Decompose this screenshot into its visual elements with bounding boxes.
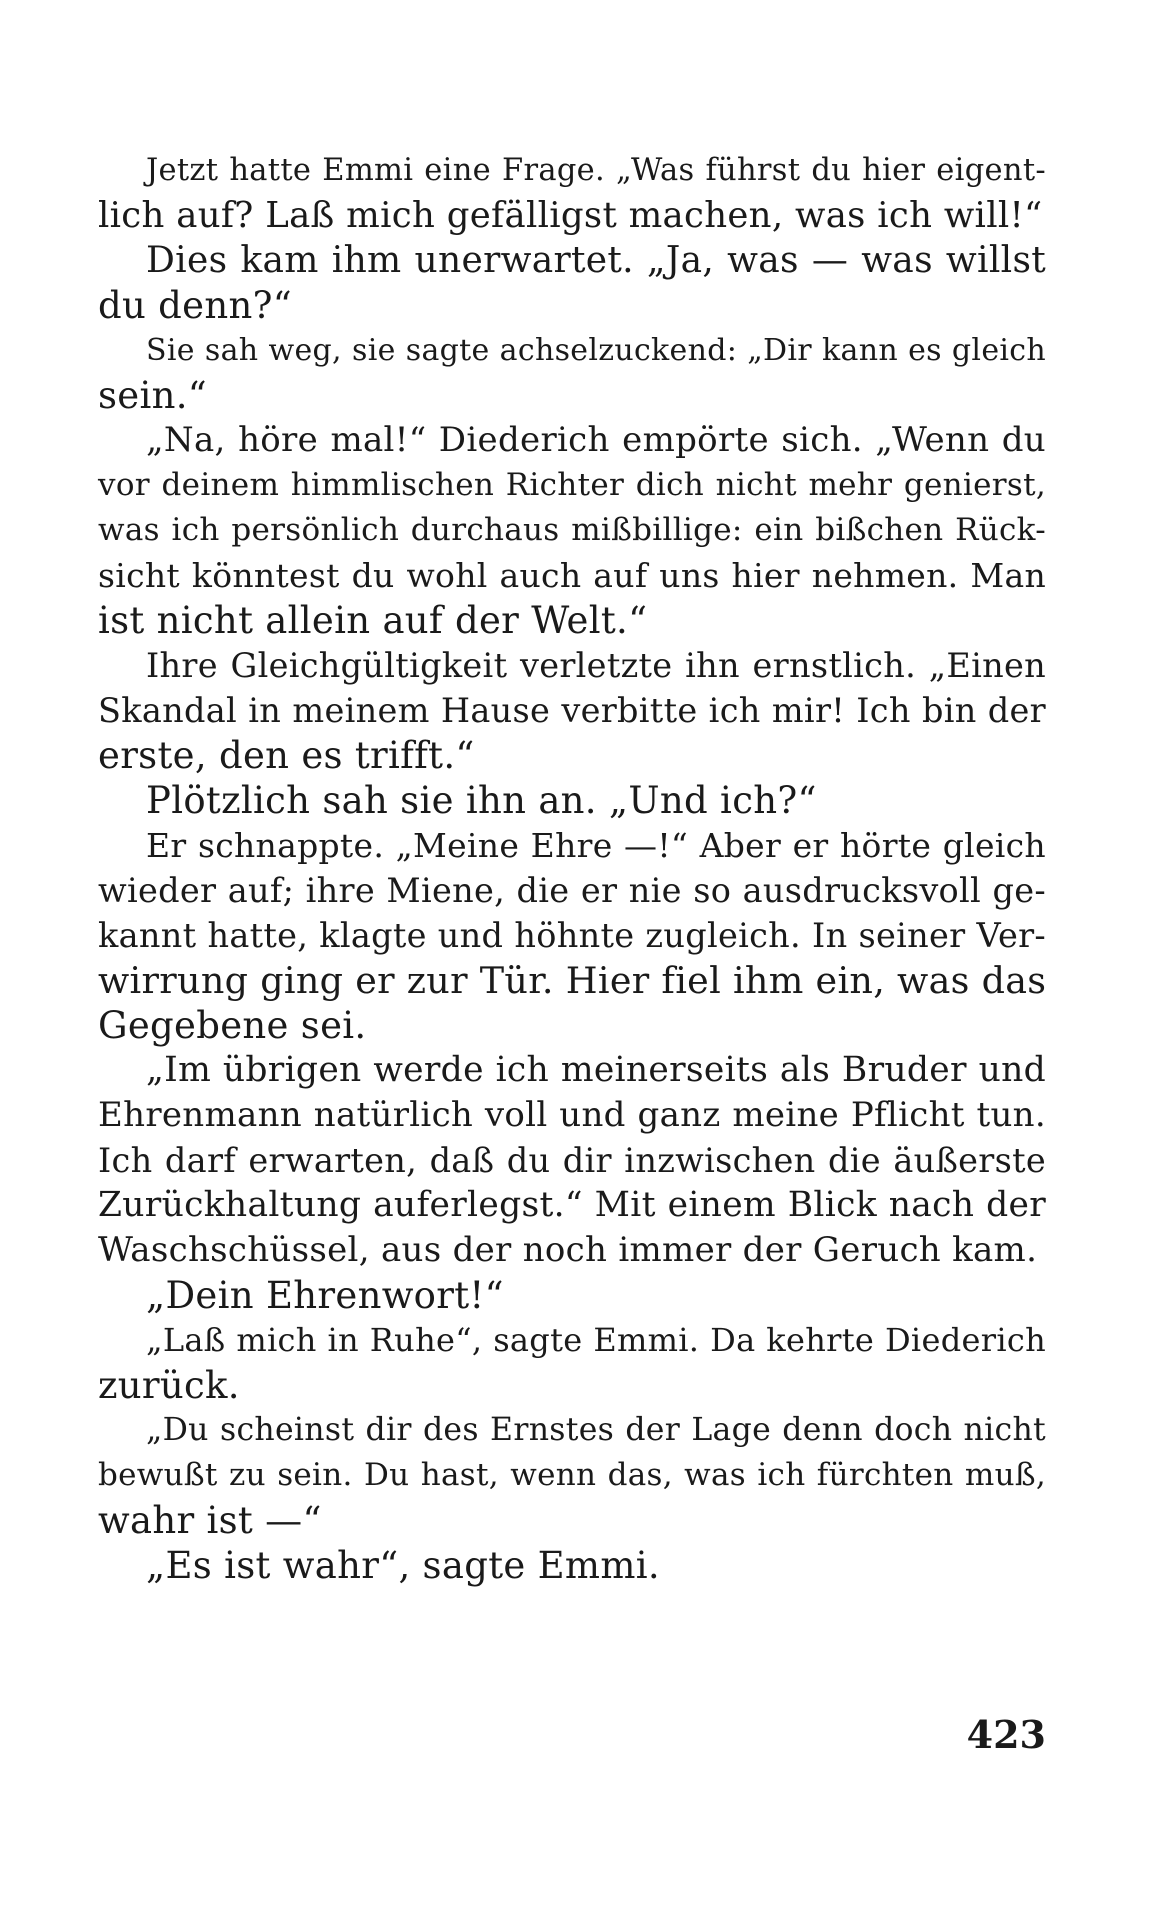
page-number: 423 (966, 1712, 1046, 1757)
text-line: Zurückhaltung auferlegst.“ Mit einem Blick nach der (98, 1185, 1046, 1225)
text-line: „Du scheinst dir des Ernstes der Lage denn doch nicht (146, 1412, 1046, 1448)
text-line: erste, den es trifft.“ (98, 734, 475, 777)
text-line: vor deinem himmlischen Richter dich nicht mehr genierst, (98, 467, 1046, 503)
text-line: „Laß mich in Ruhe“, sagte Emmi. Da kehrte Diederich (146, 1321, 1046, 1359)
text-line: „Im übrigen werde ich meinerseits als Bruder und (146, 1050, 1046, 1090)
text-line: Waschschüssel, aus der noch immer der Geruch kam. (98, 1230, 1038, 1270)
text-line: wirrung ging er zur Tür. Hier fiel ihm ein, was das (98, 959, 1047, 1002)
text-line: „Es ist wahr“, sagte Emmi. (146, 1544, 660, 1587)
text-line: Er schnappte. „Meine Ehre —!“ Aber er hörte gleich (146, 826, 1046, 865)
text-line: wieder auf; ihre Miene, die er nie so ausdrucksvoll ge- (98, 871, 1046, 910)
text-line: wahr ist —“ (98, 1499, 322, 1542)
text-line: Skandal in meinem Hause verbitte ich mir! Ich bin der (98, 691, 1046, 730)
text-line: Dies kam ihm unerwartet. „Ja, was — was willst (146, 240, 1046, 281)
text-line: Ehrenmann natürlich voll und ganz meine Pflicht tun. (98, 1095, 1046, 1135)
book-page-text (98, 148, 1046, 1588)
text-line: lich auf? Laß mich gefälligst machen, was ich will!“ (98, 195, 1043, 236)
text-line: Jetzt hatte Emmi eine Frage. „Was führst du hier eigent- (146, 153, 1046, 188)
text-line: kannt hatte, klagte und höhnte zugleich. In seiner Ver- (98, 916, 1046, 955)
text-line: was ich persönlich durchaus mißbillige: ein bißchen Rück- (98, 512, 1046, 548)
text-line: bewußt zu sein. Du hast, wenn das, was ich fürchten muß, (98, 1457, 1046, 1493)
text-line: Ich darf erwarten, daß du dir inzwischen die äußerste (98, 1141, 1046, 1180)
text-line: Plötzlich sah sie ihn an. „Und ich?“ (146, 779, 817, 822)
text-line: du denn?“ (98, 284, 292, 327)
text-line: „Dein Ehrenwort!“ (146, 1274, 504, 1317)
text-line: sein.“ (98, 374, 208, 417)
text-line: „Na, höre mal!“ Diederich empörte sich. „Wenn du (146, 420, 1046, 460)
text-line: sicht könntest du wohl auch auf uns hier nehmen. Man (98, 556, 1046, 595)
text-line: zurück. (98, 1364, 240, 1407)
text-line: Ihre Gleichgültigkeit verletzte ihn ernstlich. „Einen (146, 646, 1046, 685)
text-line: Gegebene sei. (98, 1004, 367, 1047)
text-line: ist nicht allein auf der Welt.“ (98, 599, 648, 642)
text-line: Sie sah weg, sie sagte achselzuckend: „Dir kann es gleich (146, 333, 1046, 368)
